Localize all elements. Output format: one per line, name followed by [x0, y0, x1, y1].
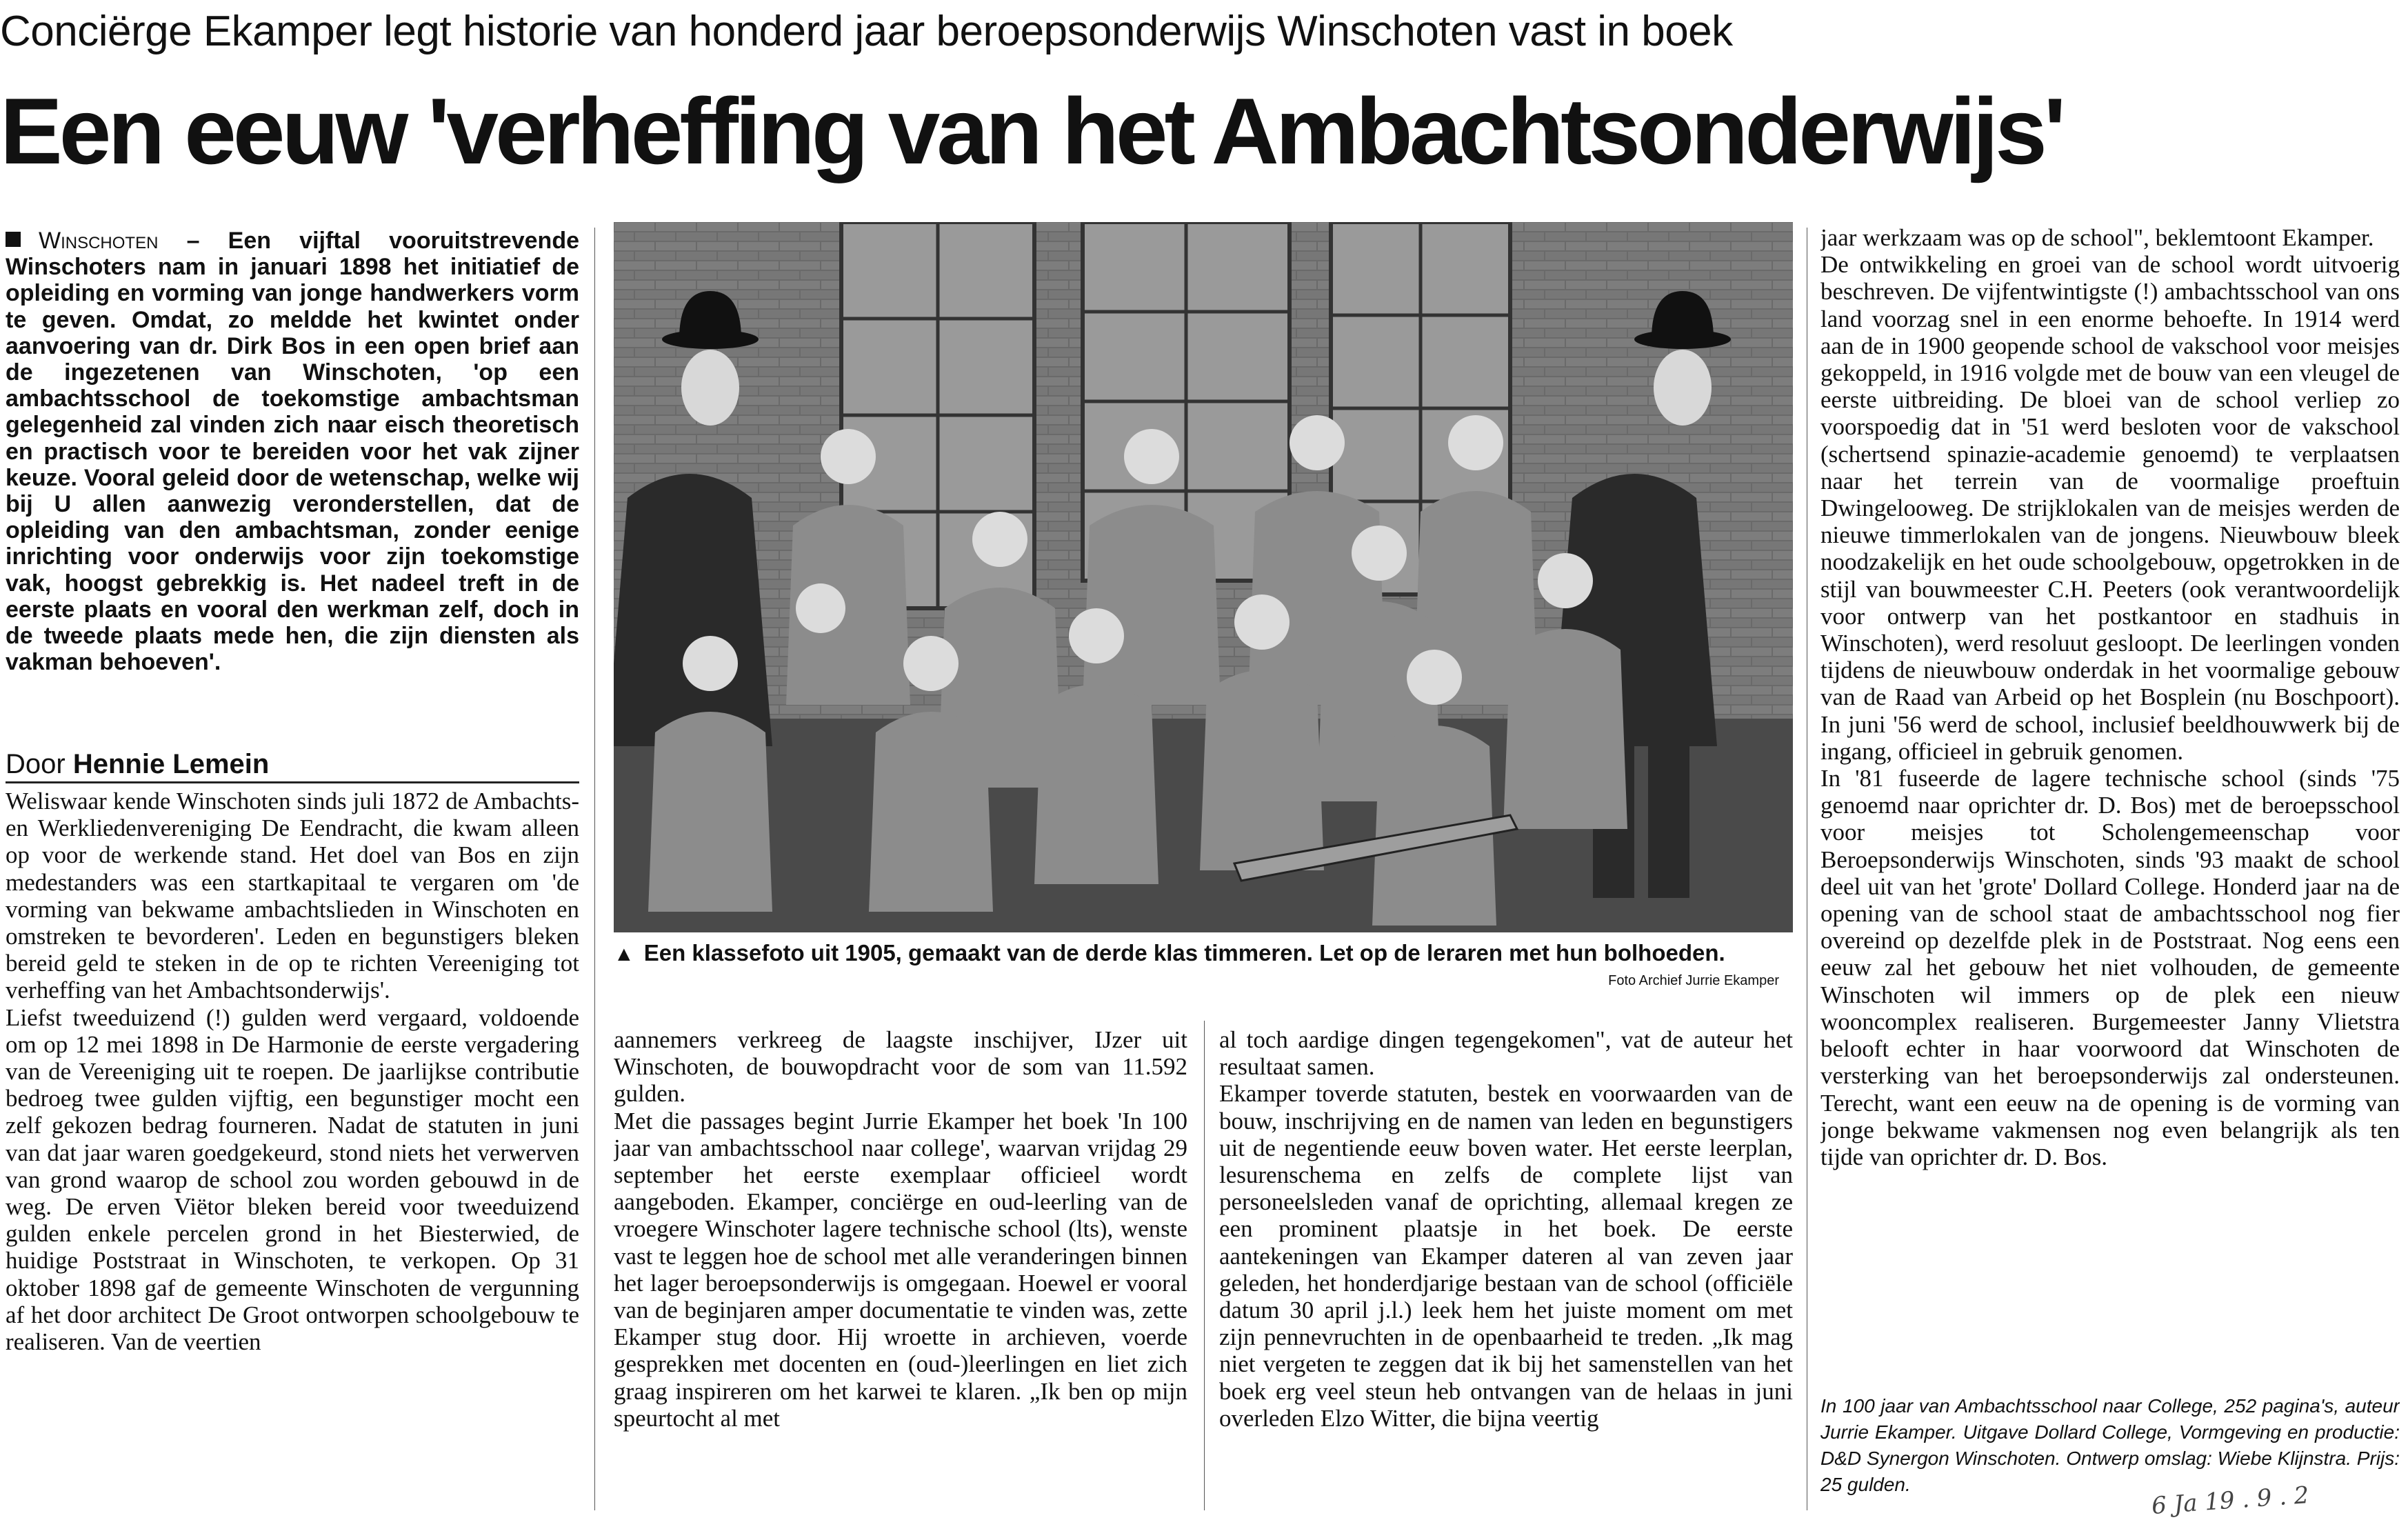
triangle-up-icon: ▲: [614, 943, 634, 966]
main-headline: Een eeuw 'verheffing van het Ambachtsonderwijs': [0, 79, 2063, 183]
handwritten-date: 6 Ja 19 . 9 . 2: [2150, 1481, 2310, 1520]
class-photo-1905: [614, 222, 1793, 932]
column-rule: [594, 228, 595, 1510]
column-rule: [1204, 1021, 1205, 1510]
paragraph: Met die passages begint Jurrie Ekamper het boek 'In 100 jaar van ambachtsschool naar college', waarvan vrijdag 29 september het eerste exemplaar officieel wordt aangeboden. Ekamper, conciërge en oud-leerling van de vroegere Winschoter lagere technische school (lts), wenste vast te leggen hoe de school met alle veranderingen binnen het lager beroepsonderwijs is omgegaan. Hoewel er vooral van de beginjaren amper documentatie te vinden was, zette Ekamper stug door. Hij wroette in archieven, voerde gesprekken met docenten en (oud-)leerlingen en liet zich graag inspireren om het karwei te klaren. „Ik ben op mijn speurtocht al met: [614, 1107, 1187, 1432]
dateline-place: Winschoten: [39, 228, 159, 254]
square-bullet-icon: [6, 232, 21, 247]
article-column-3: [1219, 1026, 1793, 1512]
article-column-2: [614, 1026, 1187, 1512]
intro-paragraph: [6, 228, 579, 675]
article-column-4: [1820, 224, 2400, 1388]
intro-text: – Een vijftal vooruitstrevende Winschoters nam in januari 1898 het initiatief de opleiding en vorming van jonge handwerkers vorm te geven. Omdat, zo meldde het kwintet onder aanvoering van dr. Dirk Bos in een open brief aan de ingezetenen van Winschoten, 'op een ambachtsschool de toekomstige ambachtsman gelegenheid zal vinden zich naar eisch theoretisch en practisch voor te bereiden voor het vak zijner keuze. Vooral geleid door de wetenschap, welke wij bij U allen aanwezig veronderstellen, dat de opleiding van den ambachtsman, zonder eenige inrichting voor onderwijs voor zijn toekomstige vak, hoogst gebrekkig is. Het nadeel treft in de eerste plaats en vooral den werkman zelf, doch in de tweede plaats mede hen, die zijn diensten als vakman behoeven'.: [6, 228, 579, 676]
book-info-note: In 100 jaar van Ambachtsschool naar College, 252 pagina's, auteur Jurrie Ekamper. Uitgave Dollard College, Vormgeving en productie: D&D Synergon Winschoten. Ontwerp omslag: Wiebe Klijnstra. Prijs: 25 gulden.: [1820, 1395, 2400, 1495]
paragraph: Weliswaar kende Winschoten sinds juli 1872 de Ambachts- en Werkliedenvereniging De Eendracht, die kwam alleen op voor de werkende stand. Het doel van Bos en zijn medestanders was een startkapitaal te vergaren om 'de vorming van bekwame ambachtslieden in Winschoten en omstreken te bevorderen'. Leden en begunstigers bleken bereid geld te steken in de op te richten Vereeniging tot verheffing van het Ambachtsonderwijs'.: [6, 788, 579, 1004]
photo-credit: Foto Archief Jurrie Ekamper: [1608, 973, 1779, 988]
paragraph: jaar werkzaam was op de school", beklemtoont Ekamper.: [1820, 224, 2374, 251]
article-column-1: [6, 788, 579, 1512]
photo-caption: [614, 939, 1793, 968]
paragraph: aannemers verkreeg de laagste inschijver, IJzer uit Winschoten, de bouwopdracht voor de som van 11.592 gulden.: [614, 1026, 1187, 1108]
class-photo-illustration: [614, 222, 1793, 932]
paragraph: Liefst tweeduizend (!) gulden werd vergaard, voldoende om op 12 mei 1898 in De Harmonie de eerste vergadering van de Vereeniging uit te roepen. De jaarlijkse contributie bedroeg twee gulden vijftig, een begunstiger mocht een zelf gekozen bedrag fourneren. Nadat de statuten in juni van dat jaar waren goedgekeurd, stond niets het verwerven van grond waarop de school zou worden gebouwd in de weg. De erven Viëtor bleken bereid voor tweeduizend gulden enkele percelen grond in het Biesterwied, de huidige Poststraat in Winschoten, te verkopen. Op 31 oktober 1898 gaf de gemeente Winschoten de vergunning af het door architect De Groot ontworpen schoolgebouw te realiseren. Van de veertien: [6, 1003, 579, 1356]
caption-text: Een klassefoto uit 1905, gemaakt van de derde klas timmeren. Let op de leraren met hun bolhoeden.: [643, 940, 1725, 966]
paragraph: De ontwikkeling en groei van de school wordt uitvoerig beschreven. De vijfentwintigste (!) ambachtsschool van ons land voorzag snel in een enorme behoefte. In 1914 werd aan de in 1900 geopende school de vakschool voor meisjes gekoppeld, in 1916 volgde met de bouw van een vleugel de eerste uitbreiding. De bloei van de school verliep zo voorspoedig dat in '51 werd besloten voor de vakschool (schertsend spinazie-academie genoemd) te verplaatsen naar het terrein van de voormalige proeftuin Dwingelooweg. De strijklokalen van de meisjes werden de nieuwe timmerlokalen van de jongens. Nieuwbouw bleek noodzakelijk en het oude schoolgebouw, opgetrokken in de stijl van bouwmeester C.H. Peeters (ook verantwoordelijk voor ontwerp van het postkantoor en stadhuis in Winschoten), werd resoluut gesloopt. De leerlingen vonden tijdens de nieuwbouw onderdak in het voormalige gebouw van de Raad van Arbeid op het Bosplein (nu Boschpoort). In juni '56 werd de school, inclusief beeldhouwwerk bij de ingang, officieel in gebruik genomen.: [1820, 251, 2400, 765]
paragraph: In '81 fuseerde de lagere technische school (sinds '75 genoemd naar oprichter dr. D. Bos) met de beroepsschool voor meisjes tot Scholengemeenschap voor Beroepsonderwijs Winschoten, sinds '93 maakt de school deel uit van het 'grote' Dollard College. Honderd jaar na de opening van de school staat de ambachtsschool nog fier overeind op dezelfde plek in de Poststraat. Nog eens een eeuw zal het gebouw het niet volhouden, de gemeente Winschoten wil immers op de plek een nieuw wooncomplex realiseren. Burgemeester Janny Vlietstra belooft echter in haar voorwoord dat Winschoten de versterking van het beroepsonderwijs zal ondersteunen. Terecht, want een eeuw na de opening is de vorming van jonge bekwame vakmensen nog even belangrijk als ten tijde van oprichter dr. D. Bos.: [1820, 765, 2400, 1170]
paragraph: Ekamper toverde statuten, bestek en voorwaarden van de bouw, inschrijving en de namen van leden en begunstigers uit de negentiende eeuw boven water. Het eerste leerplan, lesurenschema en zelfs de complete lijst van personeelsleden vanaf de oprichting, allemaal kregen ze een prominent plaatsje in het boek. De eerste aantekeningen van Ekamper dateren al van zeven jaar geleden, het honderdjarige bestaan van de school (officiële datum 30 april j.l.) leek hem het juiste moment om met zijn pennevruchten in de openbaarheid te treden. „Ik mag niet vergeten te zeggen dat ik bij het samenstellen van het boek erg veel steun heb ontvangen van de helaas in juni overleden Elzo Witter, die bijna veertig: [1219, 1080, 1793, 1432]
byline-author: Hennie Lemein: [72, 749, 270, 779]
byline: [6, 747, 579, 783]
kicker-headline: Conciërge Ekamper legt historie van honderd jaar beroepsonderwijs Winschoten vast in boek: [0, 8, 1733, 55]
byline-prefix: Door: [6, 749, 66, 779]
paragraph: al toch aardige dingen tegengekomen", vat de auteur het resultaat samen.: [1219, 1026, 1793, 1081]
